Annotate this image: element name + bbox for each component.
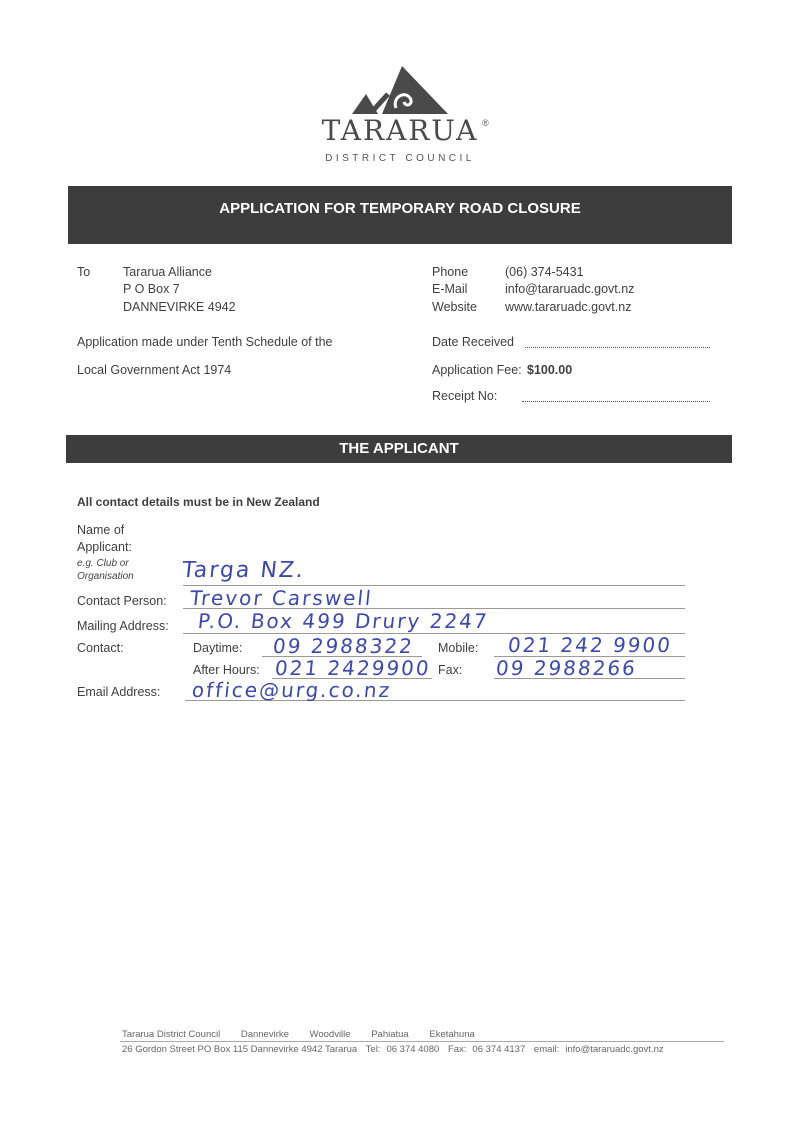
registered-mark: ® bbox=[482, 118, 489, 128]
contact-person-input[interactable]: Trevor Carswell bbox=[188, 586, 374, 610]
brand-name: TARARUA bbox=[321, 114, 479, 147]
name-label-line-1: Name of bbox=[77, 523, 125, 537]
application-fee-value: $100.00 bbox=[527, 363, 573, 377]
footer-org-5: Eketahuna bbox=[429, 1029, 475, 1040]
footer-org-4: Pahiatua bbox=[371, 1029, 409, 1040]
footer-contact bbox=[122, 1044, 670, 1055]
applicant-heading: THE APPLICANT bbox=[66, 435, 732, 463]
name-label-line-2: Applicant: bbox=[77, 540, 132, 554]
email-address-input[interactable]: office@urg.co.nz bbox=[190, 678, 393, 702]
applicant-name-input[interactable]: Targa NZ. bbox=[180, 558, 307, 583]
mailing-address-label: Mailing Address: bbox=[77, 619, 169, 633]
daytime-input[interactable]: 09 2988322 bbox=[271, 634, 416, 658]
footer-org-3: Woodville bbox=[309, 1029, 351, 1040]
after-hours-label: After Hours: bbox=[193, 663, 260, 677]
date-received-label: Date Received bbox=[432, 335, 514, 349]
form-title: APPLICATION FOR TEMPORARY ROAD CLOSURE bbox=[68, 186, 732, 244]
footer-address: 26 Gordon Street PO Box 115 Dannevirke 4942 Tararua bbox=[122, 1044, 358, 1055]
footer-org-1: Tararua District Council bbox=[122, 1029, 221, 1040]
footer-orgs bbox=[122, 1029, 493, 1040]
after-hours-input[interactable]: 021 2429900 bbox=[273, 656, 432, 680]
recipient-line-3: DANNEVIRKE 4942 bbox=[123, 300, 236, 314]
footer-fax: 06 374 4137 bbox=[472, 1044, 526, 1055]
footer-tel-label: Tel: bbox=[365, 1044, 381, 1055]
fax-input[interactable]: 09 2988266 bbox=[494, 656, 639, 680]
application-fee-label: Application Fee: bbox=[432, 363, 522, 377]
email-value: info@tararuadc.govt.nz bbox=[505, 282, 635, 296]
footer-email-label: email: bbox=[533, 1044, 560, 1055]
name-hint-line-1: e.g. Club or bbox=[77, 558, 129, 569]
mobile-input[interactable]: 021 242 9900 bbox=[506, 633, 674, 657]
email-address-label: Email Address: bbox=[77, 685, 161, 699]
recipient-line-1: Tararua Alliance bbox=[123, 265, 212, 279]
legal-line-2: Local Government Act 1974 bbox=[77, 363, 232, 377]
legal-line-1: Application made under Tenth Schedule of the bbox=[77, 335, 333, 349]
date-received-field bbox=[525, 335, 710, 348]
phone-value: (06) 374-5431 bbox=[505, 265, 584, 279]
contact-label: Contact: bbox=[77, 641, 124, 655]
mountain-logo-icon bbox=[352, 64, 452, 114]
receipt-no-field bbox=[522, 389, 710, 402]
nz-contact-note: All contact details must be in New Zealand bbox=[77, 495, 320, 509]
contact-person-label: Contact Person: bbox=[77, 594, 167, 608]
footer-divider bbox=[120, 1041, 724, 1042]
receipt-no-label: Receipt No: bbox=[432, 389, 498, 403]
fax-label: Fax: bbox=[438, 663, 463, 677]
name-hint-line-2: Organisation bbox=[77, 571, 134, 582]
phone-label: Phone bbox=[432, 265, 469, 279]
website-label: Website bbox=[432, 300, 477, 314]
to-label: To bbox=[77, 265, 91, 279]
footer-tel: 06 374 4080 bbox=[386, 1044, 440, 1055]
daytime-label: Daytime: bbox=[193, 641, 243, 655]
brand-subtitle: DISTRICT COUNCIL bbox=[325, 153, 475, 164]
email-label: E-Mail bbox=[432, 282, 468, 296]
website-value: www.tararuadc.govt.nz bbox=[505, 300, 632, 314]
footer-email: info@tararuadc.govt.nz bbox=[565, 1044, 664, 1055]
recipient-line-2: P O Box 7 bbox=[123, 282, 180, 296]
footer-org-2: Dannevirke bbox=[240, 1029, 289, 1040]
footer-fax-label: Fax: bbox=[447, 1044, 467, 1055]
mobile-label: Mobile: bbox=[438, 641, 479, 655]
mailing-address-input[interactable]: P.O. Box 499 Drury 2247 bbox=[196, 609, 490, 633]
